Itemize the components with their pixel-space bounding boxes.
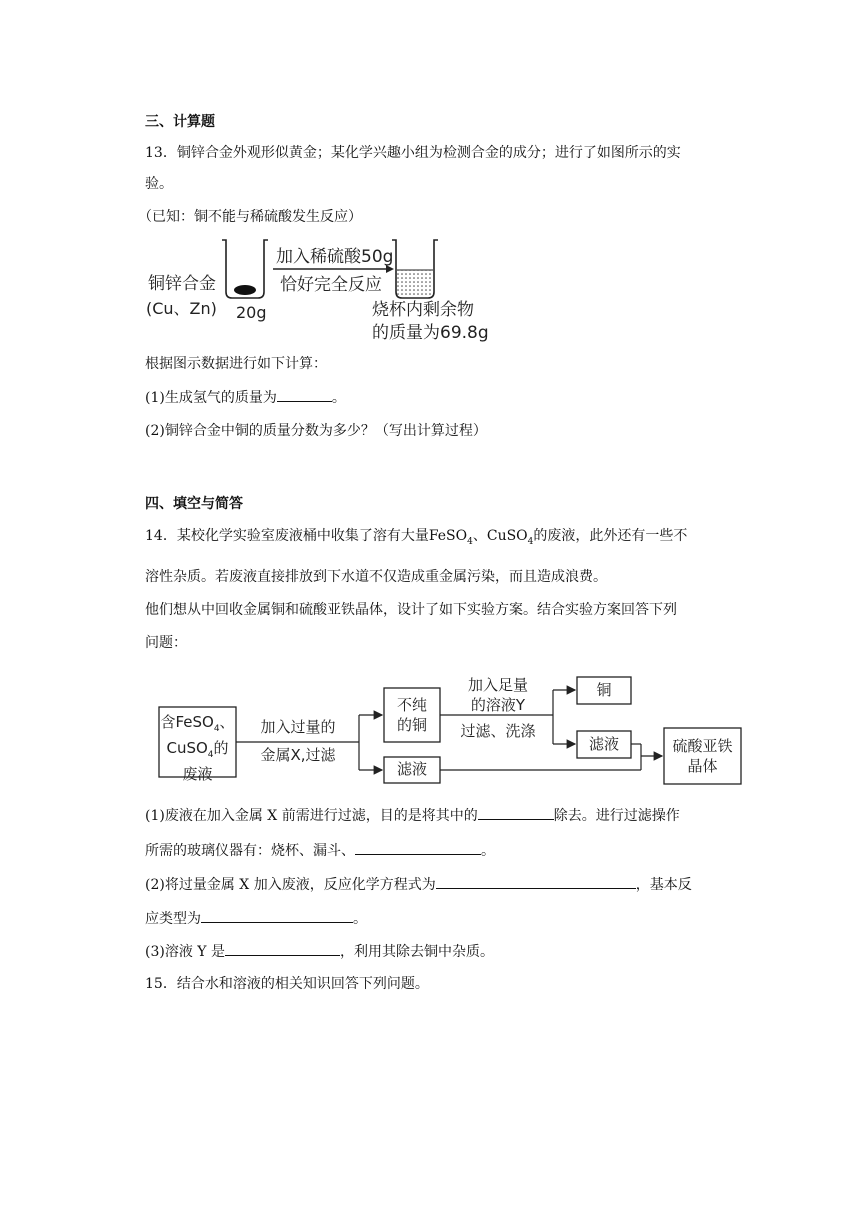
q13-sub1 xyxy=(145,387,346,408)
q15-text-line1: 15．结合水和溶液的相关知识回答下列问题。 xyxy=(145,976,429,992)
beaker-right xyxy=(392,240,438,298)
q14-sub3-a: (3)溶液 Y 是 xyxy=(145,944,225,960)
arrow-label-bottom: 恰好完全反应 xyxy=(280,275,382,295)
arrow2-label-bottom: 过滤、洗涤 xyxy=(460,722,536,740)
q13-note: （已知：铜不能与稀硫酸发生反应） xyxy=(138,209,362,225)
q14-l1-sub1: 4 xyxy=(467,536,473,547)
section-title-calculation: 三、计算题 xyxy=(145,114,215,130)
box-waste xyxy=(159,707,236,777)
q14-sub1-a: (1)废液在加入金属 X 前需进行过滤，目的是将其中的 xyxy=(145,808,478,824)
product-label-1: 硫酸亚铁 xyxy=(672,737,733,755)
answer-blank-impurity[interactable] xyxy=(478,805,554,820)
q14-text-line4: 问题： xyxy=(145,635,187,651)
q14-sub2-a: (2)将过量金属 X 加入废液，反应化学方程式为 xyxy=(145,877,436,893)
q13-sub1-text: (1)生成氢气的质量为 xyxy=(145,390,277,406)
product-label-2: 晶体 xyxy=(687,757,718,775)
q14-sub3 xyxy=(145,941,494,962)
box-impure-copper xyxy=(384,688,440,742)
box-product xyxy=(664,728,741,784)
q14-sub1-line2 xyxy=(145,840,495,861)
alloy-label: 铜锌合金 xyxy=(148,274,216,294)
box-filtrate-left xyxy=(384,757,440,783)
alloy-formula: (Cu、Zn) xyxy=(146,299,217,318)
arrow1-label-top: 加入过量的 xyxy=(260,718,336,736)
q14-l1-sub2: 4 xyxy=(527,536,534,547)
box-filtrate-right xyxy=(577,731,631,758)
impure-copper-label-1: 不纯 xyxy=(396,696,427,714)
answer-blank-solution-y[interactable] xyxy=(225,941,340,956)
q14-l1a: 14．某校化学实验室废液桶中收集了溶有大量FeSO xyxy=(145,528,468,544)
q14-text-line3: 他们想从中回收金属铜和硫酸亚铁晶体，设计了如下实验方案。结合实验方案回答下列 xyxy=(145,602,677,618)
q14-sub3-b: ，利用其除去铜中杂质。 xyxy=(339,944,494,960)
q14-sub2-line2 xyxy=(145,908,367,929)
copper-label: 铜 xyxy=(596,681,612,699)
box-copper xyxy=(577,677,631,704)
q14-sub2-b: ，基本反 xyxy=(635,877,692,893)
answer-blank-hydrogen-mass[interactable] xyxy=(277,387,332,402)
q13-sub2: (2)铜锌合金中铜的质量分数为多少？（写出计算过程） xyxy=(145,423,487,439)
q14-sub1-b: 除去。进行过滤操作 xyxy=(553,808,680,824)
answer-blank-equation[interactable] xyxy=(436,874,636,889)
remaining-label-2: 的质量为69.8g xyxy=(372,323,489,343)
q13-prompt: 根据图示数据进行如下计算： xyxy=(145,356,327,372)
q13-text-line2: 验。 xyxy=(145,176,173,192)
q14-sub1-c: 所需的玻璃仪器有：烧杯、漏斗、 xyxy=(145,843,355,859)
q13-text-line1: 13．铜锌合金外观形似黄金；某化学兴趣小组为检测合金的成分；进行了如图所示的实 xyxy=(145,145,681,161)
q14-sub2-line1 xyxy=(145,874,692,895)
section-title-fill-answer: 四、填空与简答 xyxy=(145,496,243,512)
filtrate-right-label: 滤液 xyxy=(588,735,619,753)
q14-sub2-d: 。 xyxy=(353,911,367,927)
answer-blank-glassware[interactable] xyxy=(355,840,481,855)
alloy-mass: 20g xyxy=(236,303,267,322)
waste-label: 含FeSO$_4$、 CuSO$_4$的 废液 xyxy=(160,713,235,783)
q14-sub1-line1 xyxy=(145,805,680,826)
answer-blank-reaction-type[interactable] xyxy=(201,908,353,923)
q14-text-line1 xyxy=(145,526,687,552)
arrow2-label-top1: 加入足量 xyxy=(467,676,528,694)
impure-copper-label-2: 的铜 xyxy=(396,716,427,734)
q14-l1c: 的废液，此外还有一些不 xyxy=(533,528,688,544)
arrow1-label-bottom: 金属X,过滤 xyxy=(260,746,336,764)
q14-sub1-d: 。 xyxy=(481,843,495,859)
q14-text-line2: 溶性杂质。若废液直接排放到下水道不仅造成重金属污染，而且造成浪费。 xyxy=(145,569,607,585)
arrow-label-top: 加入稀硫酸50g xyxy=(276,247,394,267)
q13-experiment-figure xyxy=(140,232,500,347)
arrow2-label-top2: 的溶液Y xyxy=(470,696,526,714)
remaining-label-1: 烧杯内剩余物 xyxy=(372,300,474,320)
beaker-left xyxy=(222,240,268,298)
q14-sub2-c: 应类型为 xyxy=(145,911,201,927)
filtrate-left-label: 滤液 xyxy=(396,760,427,778)
q14-l1b: 、CuSO xyxy=(472,528,528,544)
alloy-sample xyxy=(234,285,256,295)
q13-sub1-end: 。 xyxy=(331,390,346,406)
